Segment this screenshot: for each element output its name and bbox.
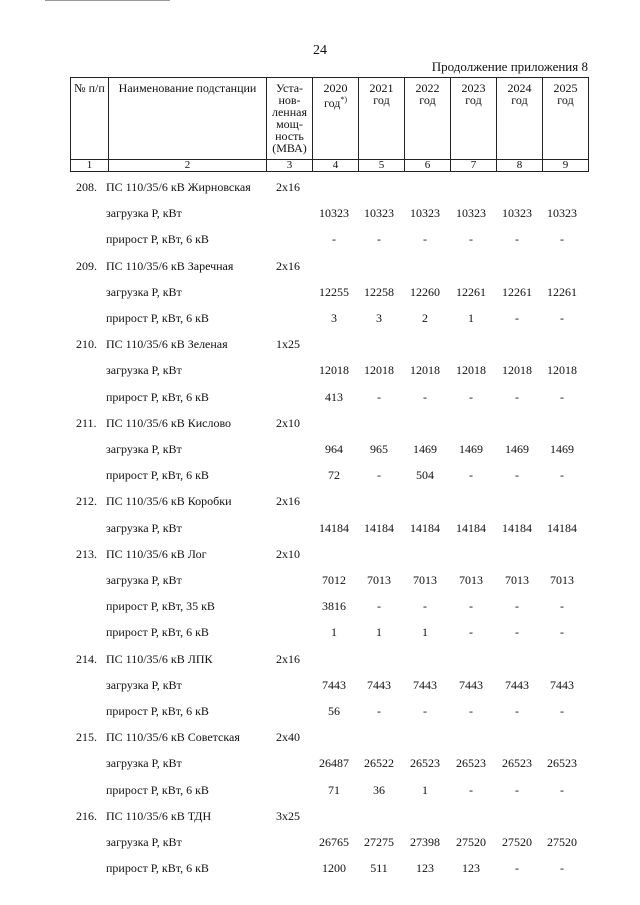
value-cell: - <box>469 625 473 640</box>
value-cell: - <box>560 625 564 640</box>
header-num: № п/п <box>71 78 109 160</box>
value-cell: - <box>560 861 564 876</box>
value-cell: - <box>423 389 427 404</box>
column-number: 4 <box>313 160 359 172</box>
value-cell: 3816 <box>322 599 346 614</box>
header-year-2025: 2025 год <box>543 78 589 160</box>
value-cell: 12261 <box>456 284 486 299</box>
value-cell: - <box>560 468 564 483</box>
value-cell: - <box>515 311 519 325</box>
value-cell: 14184 <box>364 520 394 535</box>
column-number: 2 <box>109 160 267 172</box>
value-cell: - <box>515 625 519 640</box>
value-cell: 1469 <box>459 442 483 456</box>
value-cell: 12260 <box>410 284 440 299</box>
value-cell: - <box>377 599 381 614</box>
footnote-mark: *) <box>340 95 348 104</box>
value-cell: 12261 <box>547 284 577 299</box>
value-cell: 7013 <box>413 573 437 587</box>
substation-name: ПС 110/35/6 кВ ЛПК <box>106 651 213 666</box>
substation-name: ПС 110/35/6 кВ Жирновская <box>106 180 251 194</box>
substation-number: 213. <box>76 546 97 561</box>
value-cell: - <box>469 389 473 404</box>
value-cell: 72 <box>328 468 340 483</box>
installed-power: 2х10 <box>276 546 300 561</box>
row-label: прирост Р, кВт, 6 кВ <box>106 311 209 325</box>
substation-number: 208. <box>76 180 97 194</box>
value-cell: 27398 <box>410 835 440 849</box>
value-cell: - <box>560 782 564 797</box>
value-cell: 14184 <box>319 520 349 535</box>
value-cell: 7443 <box>322 677 346 692</box>
value-cell: - <box>515 782 519 797</box>
value-cell: 12018 <box>319 363 349 378</box>
value-cell: 12018 <box>364 363 394 378</box>
value-cell: 7013 <box>459 573 483 587</box>
value-cell: 504 <box>416 468 434 483</box>
value-cell: 1 <box>468 311 474 325</box>
header-year-2022: 2022 год <box>405 78 451 160</box>
value-cell: 511 <box>370 861 388 876</box>
value-cell: - <box>560 599 564 614</box>
value-cell: - <box>469 232 473 247</box>
row-label: загрузка Р, кВт <box>106 206 182 221</box>
value-cell: 71 <box>328 782 340 797</box>
installed-power: 1х25 <box>276 337 300 352</box>
value-cell: 14184 <box>456 520 486 535</box>
value-cell: - <box>560 232 564 247</box>
value-cell: 10323 <box>502 206 532 221</box>
value-cell: 14184 <box>547 520 577 535</box>
value-cell: 1200 <box>322 861 346 876</box>
value-cell: 56 <box>328 704 340 718</box>
value-cell: 27520 <box>502 835 532 849</box>
value-cell: 26765 <box>319 835 349 849</box>
row-label: прирост Р, кВт, 6 кВ <box>106 782 209 797</box>
column-number: 8 <box>497 160 543 172</box>
continuation-caption: Продолжение приложения 8 <box>431 59 588 74</box>
value-cell: 1469 <box>550 442 574 456</box>
value-cell: 14184 <box>410 520 440 535</box>
value-cell: 36 <box>373 782 385 797</box>
column-number: 3 <box>267 160 313 172</box>
row-label: прирост Р, кВт, 6 кВ <box>106 704 209 718</box>
value-cell: - <box>469 704 473 718</box>
installed-power: 2х16 <box>276 180 300 194</box>
column-number: 6 <box>405 160 451 172</box>
value-cell: - <box>423 232 427 247</box>
substation-name: ПС 110/35/6 кВ ТДН <box>106 808 212 823</box>
value-cell: 7443 <box>413 677 437 692</box>
value-cell: - <box>560 311 564 325</box>
value-cell: 1469 <box>505 442 529 456</box>
header-year-2021: 2021 год <box>359 78 405 160</box>
value-cell: 12258 <box>364 284 394 299</box>
substation-number: 209. <box>76 258 97 273</box>
substation-number: 215. <box>76 730 97 745</box>
value-cell: - <box>469 599 473 614</box>
value-cell: 26523 <box>547 756 577 771</box>
row-label: загрузка Р, кВт <box>106 677 182 692</box>
row-label: прирост Р, кВт, 6 кВ <box>106 232 209 247</box>
value-cell: 12018 <box>502 363 532 378</box>
value-cell: 3 <box>376 311 382 325</box>
value-cell: - <box>377 704 381 718</box>
value-cell: - <box>515 599 519 614</box>
row-label: загрузка Р, кВт <box>106 442 182 456</box>
value-cell: - <box>423 704 427 718</box>
row-label: прирост Р, кВт, 6 кВ <box>106 468 209 483</box>
value-cell: 26523 <box>502 756 532 771</box>
substation-name: ПС 110/35/6 кВ Кислово <box>106 415 232 430</box>
installed-power: 2х16 <box>276 494 300 509</box>
value-cell: - <box>469 782 473 797</box>
row-label: загрузка Р, кВт <box>106 520 182 535</box>
value-cell: 7013 <box>367 573 391 587</box>
value-cell: 7013 <box>550 573 574 587</box>
row-label: загрузка Р, кВт <box>106 284 182 299</box>
row-label: прирост Р, кВт, 6 кВ <box>106 625 209 640</box>
value-cell: - <box>469 468 473 483</box>
value-cell: - <box>515 861 519 876</box>
value-cell: 1 <box>422 782 428 797</box>
table-header <box>70 77 589 172</box>
installed-power: 2х16 <box>276 258 300 273</box>
value-cell: 7013 <box>505 573 529 587</box>
value-cell: 27520 <box>547 835 577 849</box>
value-cell: - <box>515 704 519 718</box>
substation-number: 210. <box>76 337 97 352</box>
value-cell: 12255 <box>319 284 349 299</box>
value-cell: - <box>377 232 381 247</box>
page-number: 24 <box>313 43 327 58</box>
substation-number: 214. <box>76 651 97 666</box>
value-cell: 1 <box>376 625 382 640</box>
row-label: загрузка Р, кВт <box>106 835 182 849</box>
value-cell: 12018 <box>547 363 577 378</box>
substation-number: 211. <box>76 415 97 430</box>
value-cell: - <box>515 468 519 483</box>
value-cell: - <box>515 232 519 247</box>
value-cell: 27520 <box>456 835 486 849</box>
row-label: прирост Р, кВт, 6 кВ <box>106 861 209 876</box>
installed-power: 2х10 <box>276 415 300 430</box>
column-number: 9 <box>543 160 589 172</box>
substation-name: ПС 110/35/6 кВ Зеленая <box>106 337 228 352</box>
value-cell: 2 <box>422 311 428 325</box>
header-power: Уста-нов-ленная мощ-ность (МВА) <box>267 78 313 160</box>
scan-edge-line <box>45 0 170 1</box>
row-label: загрузка Р, кВт <box>106 363 182 378</box>
value-cell: 1469 <box>413 442 437 456</box>
value-cell: 964 <box>325 442 343 456</box>
value-cell: 10323 <box>364 206 394 221</box>
value-cell: 10323 <box>547 206 577 221</box>
value-cell: 12018 <box>456 363 486 378</box>
value-cell: 413 <box>325 389 343 404</box>
substation-number: 212. <box>76 494 97 509</box>
value-cell: 965 <box>370 442 388 456</box>
value-cell: 7012 <box>322 573 346 587</box>
value-cell: - <box>560 389 564 404</box>
value-cell: - <box>377 468 381 483</box>
row-label: загрузка Р, кВт <box>106 756 182 771</box>
value-cell: 7443 <box>505 677 529 692</box>
header-name: Наименование подстанции <box>109 78 267 160</box>
value-cell: 123 <box>462 861 480 876</box>
column-number: 1 <box>71 160 109 172</box>
installed-power: 2х16 <box>276 651 300 666</box>
value-cell: 7443 <box>459 677 483 692</box>
value-cell: 10323 <box>410 206 440 221</box>
value-cell: - <box>515 389 519 404</box>
substation-name: ПС 110/35/6 кВ Лог <box>106 546 207 561</box>
installed-power: 2х40 <box>276 730 300 745</box>
column-number: 5 <box>359 160 405 172</box>
value-cell: 3 <box>331 311 337 325</box>
row-label: прирост Р, кВт, 6 кВ <box>106 389 209 404</box>
substation-name: ПС 110/35/6 кВ Советская <box>106 730 240 745</box>
substation-name: ПС 110/35/6 кВ Коробки <box>106 494 232 509</box>
installed-power: 3х25 <box>276 808 300 823</box>
value-cell: 7443 <box>367 677 391 692</box>
value-cell: - <box>332 232 336 247</box>
row-label: прирост Р, кВт, 35 кВ <box>106 599 215 614</box>
value-cell: 10323 <box>456 206 486 221</box>
value-cell: 26523 <box>410 756 440 771</box>
value-cell: 26523 <box>456 756 486 771</box>
value-cell: 27275 <box>364 835 394 849</box>
value-cell: 123 <box>416 861 434 876</box>
value-cell: 12018 <box>410 363 440 378</box>
value-cell: 26487 <box>319 756 349 771</box>
header-year-2024: 2024 год <box>497 78 543 160</box>
column-number: 7 <box>451 160 497 172</box>
value-cell: - <box>423 599 427 614</box>
value-cell: 14184 <box>502 520 532 535</box>
header-year-2020: 2020 год*) <box>313 78 359 160</box>
substation-number: 216. <box>76 808 97 823</box>
substation-name: ПС 110/35/6 кВ Заречная <box>106 258 234 273</box>
value-cell: - <box>377 389 381 404</box>
value-cell: 7443 <box>550 677 574 692</box>
value-cell: 10323 <box>319 206 349 221</box>
value-cell: 1 <box>422 625 428 640</box>
value-cell: 26522 <box>364 756 394 771</box>
value-cell: - <box>560 704 564 718</box>
header-year-2023: 2023 год <box>451 78 497 160</box>
row-label: загрузка Р, кВт <box>106 573 182 587</box>
value-cell: 12261 <box>502 284 532 299</box>
value-cell: 1 <box>331 625 337 640</box>
